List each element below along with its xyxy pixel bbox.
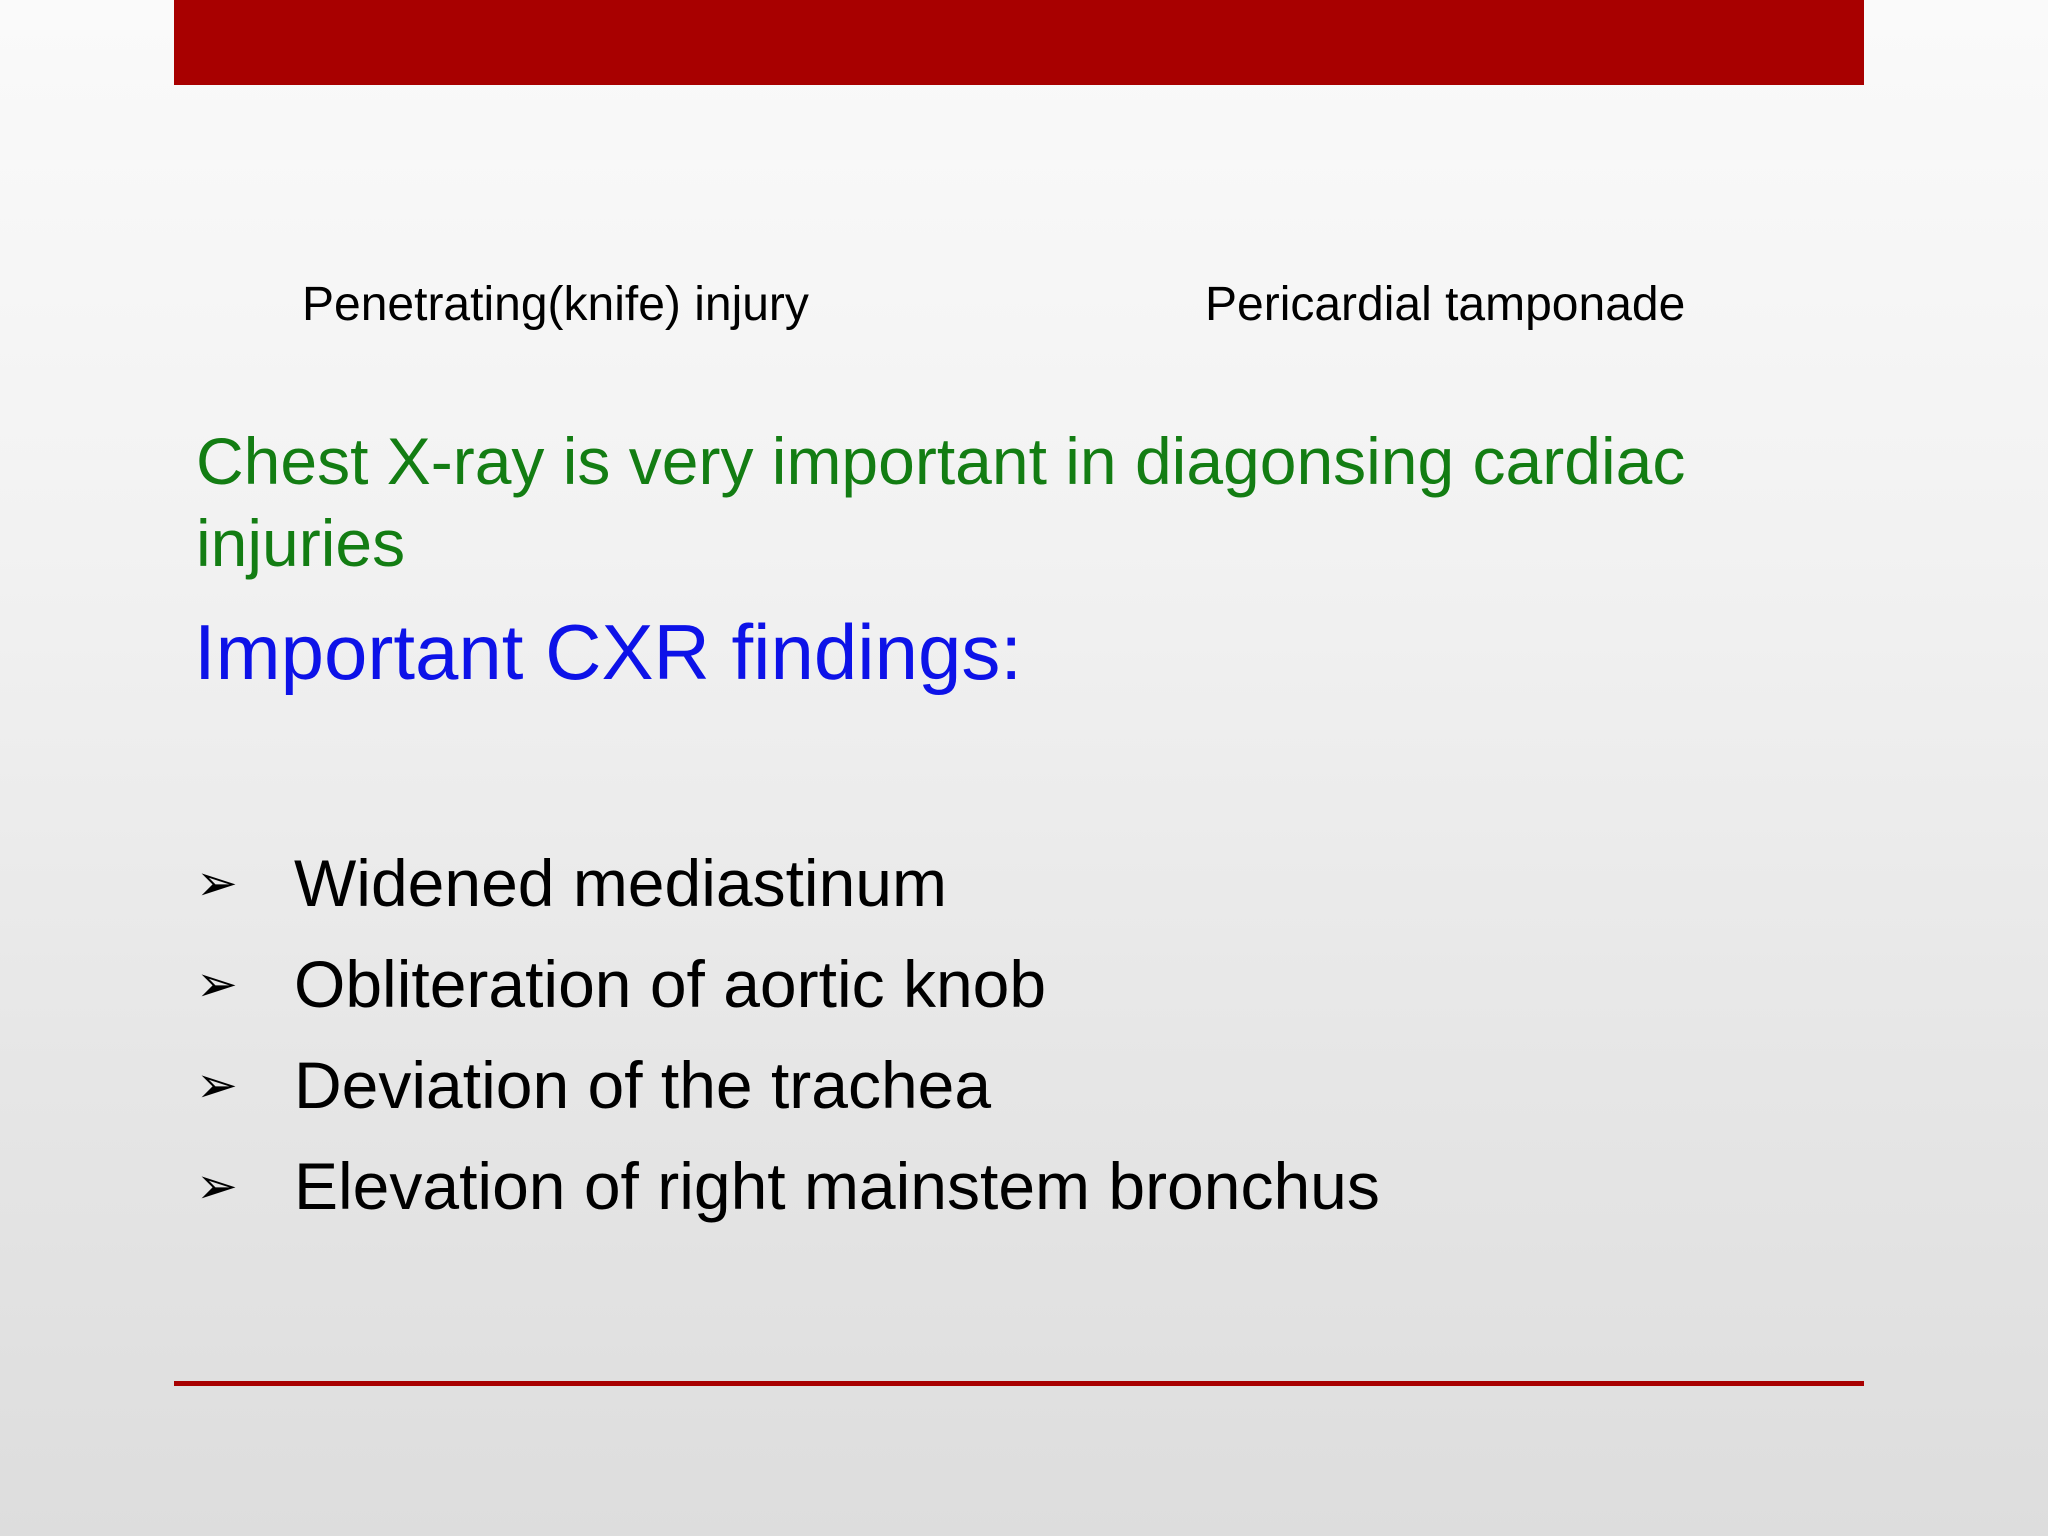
finding-text: Deviation of the trachea [294,1047,992,1122]
caption-left: Penetrating(knife) injury [302,278,809,331]
list-item [196,1034,1380,1135]
arrow-bullet-icon: ➢ [196,854,238,911]
finding-text: Obliteration of aortic knob [294,946,1047,1021]
list-item [196,933,1380,1034]
caption-right: Pericardial tamponade [1205,278,1686,331]
finding-text: Elevation of right mainstem bronchus [294,1148,1380,1223]
findings-heading: Important CXR findings: [194,608,1023,696]
list-item [196,1135,1380,1236]
findings-list [196,832,1380,1236]
top-accent-bar [174,0,1864,85]
arrow-bullet-icon: ➢ [196,955,238,1012]
bottom-accent-rule [174,1381,1864,1386]
intro-text: Chest X-ray is very important in diagonsing cardiac injuries [196,424,1686,580]
finding-text: Widened mediastinum [294,845,947,920]
list-item [196,832,1380,933]
arrow-bullet-icon: ➢ [196,1157,238,1214]
arrow-bullet-icon: ➢ [196,1056,238,1113]
